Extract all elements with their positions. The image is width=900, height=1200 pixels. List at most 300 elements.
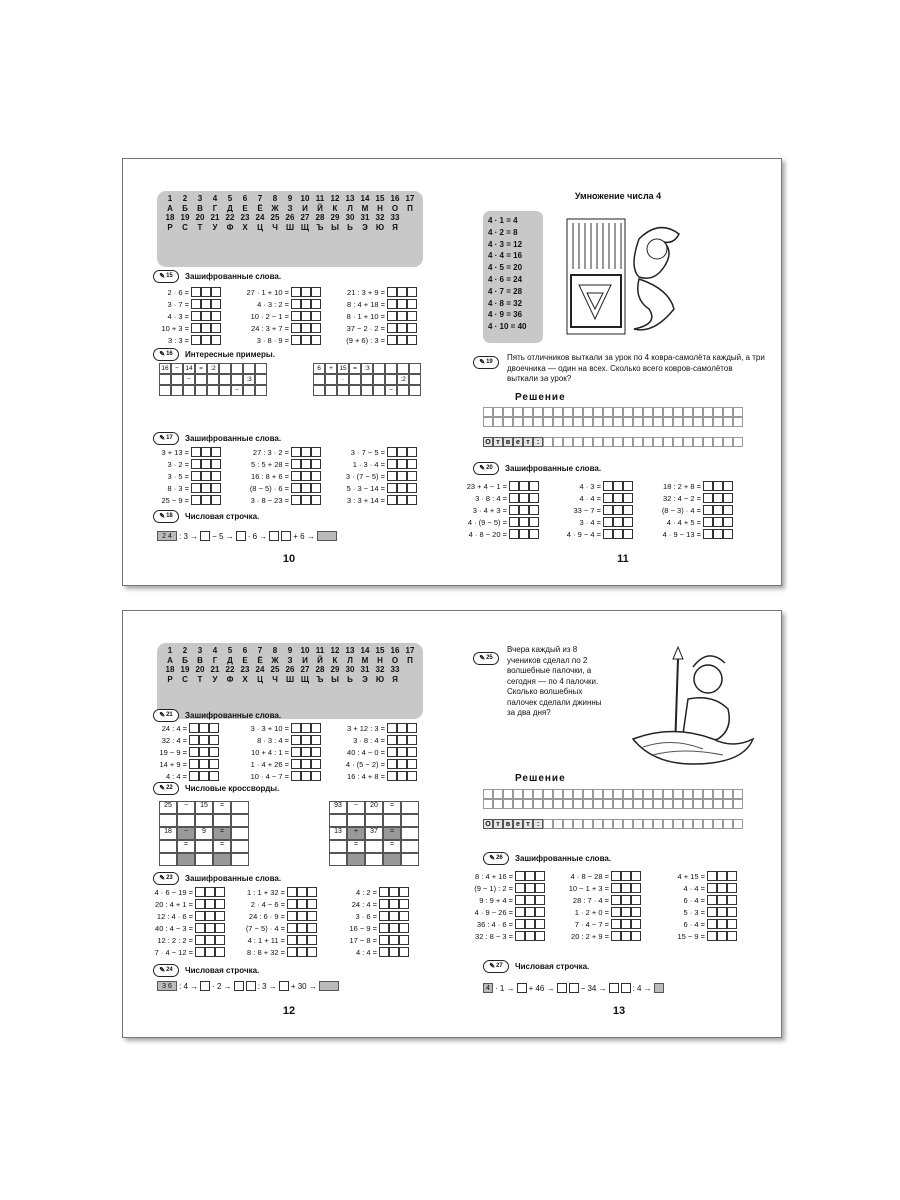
grid-cell[interactable]	[313, 385, 325, 396]
answer-box[interactable]	[311, 759, 321, 769]
grid-cell[interactable]: :3	[361, 363, 373, 374]
grid-square[interactable]	[653, 799, 663, 809]
answer-box[interactable]	[201, 287, 211, 297]
grid-square[interactable]	[723, 789, 733, 799]
answer-box[interactable]	[387, 335, 397, 345]
answer-box[interactable]	[379, 887, 389, 897]
grid-square[interactable]	[683, 407, 693, 417]
answer-box[interactable]	[291, 335, 301, 345]
answer-box[interactable]	[717, 907, 727, 917]
grid-cell[interactable]: +	[325, 363, 337, 374]
answer-box[interactable]	[613, 517, 623, 527]
answer-box[interactable]	[301, 335, 311, 345]
grid-square[interactable]	[613, 799, 623, 809]
grid-square[interactable]	[643, 819, 653, 829]
answer-box[interactable]	[621, 883, 631, 893]
answer-box[interactable]	[603, 505, 613, 515]
grid-cell[interactable]	[337, 385, 349, 396]
answer-box[interactable]	[201, 323, 211, 333]
answer-box[interactable]	[519, 481, 529, 491]
answer-box[interactable]	[195, 947, 205, 957]
answer-box[interactable]	[717, 895, 727, 905]
grid-square[interactable]	[573, 789, 583, 799]
grid-square[interactable]	[683, 789, 693, 799]
grid-square[interactable]	[513, 789, 523, 799]
crossword-cell[interactable]	[365, 840, 383, 853]
answer-box[interactable]	[603, 529, 613, 539]
grid-cell[interactable]: :2	[207, 363, 219, 374]
answer-box[interactable]	[713, 505, 723, 515]
answer-box[interactable]	[717, 883, 727, 893]
answer-box[interactable]	[301, 471, 311, 481]
answer-box[interactable]	[297, 911, 307, 921]
answer-box[interactable]	[703, 529, 713, 539]
answer-box[interactable]	[397, 299, 407, 309]
answer-box[interactable]	[611, 895, 621, 905]
answer-box[interactable]	[291, 447, 301, 457]
answer-box[interactable]	[623, 493, 633, 503]
grid-square[interactable]	[563, 819, 573, 829]
grid-square[interactable]	[653, 437, 663, 447]
grid-square[interactable]	[673, 799, 683, 809]
answer-box[interactable]	[189, 759, 199, 769]
answer-box[interactable]	[613, 481, 623, 491]
answer-box[interactable]	[201, 459, 211, 469]
grid-cell[interactable]	[349, 374, 361, 385]
answer-box[interactable]	[215, 887, 225, 897]
crossword-cell[interactable]	[401, 801, 419, 814]
grid-square[interactable]	[723, 407, 733, 417]
answer-box[interactable]	[287, 899, 297, 909]
grid-square[interactable]	[493, 799, 503, 809]
answer-box[interactable]	[191, 311, 201, 321]
crossword-cell[interactable]	[401, 840, 419, 853]
answer-box[interactable]	[407, 459, 417, 469]
grid-square[interactable]	[733, 417, 743, 427]
answer-box[interactable]	[611, 931, 621, 941]
answer-box[interactable]	[301, 495, 311, 505]
answer-box[interactable]	[525, 931, 535, 941]
answer-box[interactable]	[397, 459, 407, 469]
answer-box[interactable]	[201, 447, 211, 457]
answer-box[interactable]	[191, 471, 201, 481]
answer-box[interactable]	[189, 735, 199, 745]
answer-box[interactable]	[399, 911, 409, 921]
answer-box[interactable]	[297, 899, 307, 909]
crossword-cell[interactable]	[231, 827, 249, 840]
answer-box[interactable]	[291, 735, 301, 745]
answer-box[interactable]	[287, 911, 297, 921]
answer-box[interactable]	[291, 723, 301, 733]
answer-box[interactable]	[387, 759, 397, 769]
grid-cell[interactable]	[313, 374, 325, 385]
answer-box[interactable]	[201, 495, 211, 505]
crossword-cell[interactable]: −	[177, 801, 195, 814]
grid-square[interactable]	[633, 819, 643, 829]
answer-box[interactable]	[211, 447, 221, 457]
answer-box[interactable]	[387, 771, 397, 781]
grid-square[interactable]	[483, 789, 493, 799]
answer-box[interactable]	[407, 723, 417, 733]
grid-cell[interactable]	[385, 363, 397, 374]
answer-box[interactable]	[631, 895, 641, 905]
grid-cell[interactable]	[243, 363, 255, 374]
grid-square[interactable]	[583, 437, 593, 447]
answer-box[interactable]	[199, 747, 209, 757]
grid-cell[interactable]: −	[231, 385, 243, 396]
answer-box[interactable]	[387, 495, 397, 505]
answer-box[interactable]	[723, 517, 733, 527]
grid-square[interactable]	[493, 407, 503, 417]
grid-square[interactable]	[593, 407, 603, 417]
answer-box[interactable]	[211, 471, 221, 481]
answer-grid[interactable]	[543, 437, 743, 447]
crossword-cell[interactable]	[365, 814, 383, 827]
grid-square[interactable]	[503, 799, 513, 809]
answer-box[interactable]	[713, 517, 723, 527]
grid-square[interactable]	[703, 799, 713, 809]
grid-square[interactable]	[563, 407, 573, 417]
answer-box[interactable]	[407, 771, 417, 781]
answer-box[interactable]	[387, 483, 397, 493]
crossword-cell[interactable]: =	[347, 840, 365, 853]
answer-box[interactable]	[311, 323, 321, 333]
answer-box[interactable]	[397, 287, 407, 297]
answer-box[interactable]	[535, 871, 545, 881]
grid-cell[interactable]: 15	[337, 363, 349, 374]
answer-box[interactable]	[707, 907, 717, 917]
answer-box[interactable]	[205, 935, 215, 945]
answer-box[interactable]	[621, 907, 631, 917]
answer-box[interactable]	[189, 747, 199, 757]
answer-box[interactable]	[525, 883, 535, 893]
answer-box[interactable]	[399, 899, 409, 909]
grid-square[interactable]	[673, 407, 683, 417]
answer-box[interactable]	[707, 871, 717, 881]
answer-box[interactable]	[199, 771, 209, 781]
answer-box[interactable]	[387, 459, 397, 469]
grid-square[interactable]	[613, 417, 623, 427]
answer-box[interactable]	[311, 735, 321, 745]
crossword-cell[interactable]: +	[347, 827, 365, 840]
answer-box[interactable]	[311, 311, 321, 321]
grid-square[interactable]	[603, 437, 613, 447]
grid-cell[interactable]	[255, 385, 267, 396]
crossword-cell[interactable]: 93	[329, 801, 347, 814]
answer-box[interactable]	[407, 323, 417, 333]
answer-box[interactable]	[397, 771, 407, 781]
grid-square[interactable]	[543, 417, 553, 427]
crossword-cell[interactable]	[231, 814, 249, 827]
grid-square[interactable]	[563, 437, 573, 447]
answer-box[interactable]	[723, 505, 733, 515]
answer-box[interactable]	[529, 517, 539, 527]
answer-box[interactable]	[707, 883, 717, 893]
grid-square[interactable]	[533, 799, 543, 809]
grid-square[interactable]	[623, 407, 633, 417]
grid-cell[interactable]: :3	[243, 374, 255, 385]
grid-square[interactable]	[563, 799, 573, 809]
answer-box[interactable]	[287, 923, 297, 933]
grid-cell[interactable]	[409, 363, 421, 374]
grid-square[interactable]	[733, 407, 743, 417]
answer-box[interactable]	[727, 883, 737, 893]
answer-box[interactable]	[287, 935, 297, 945]
grid-cell[interactable]	[219, 363, 231, 374]
grid-square[interactable]	[493, 789, 503, 799]
grid-square[interactable]	[733, 799, 743, 809]
grid-square[interactable]	[653, 407, 663, 417]
grid-cell[interactable]	[171, 385, 183, 396]
grid-square[interactable]	[573, 417, 583, 427]
grid-square[interactable]	[483, 407, 493, 417]
answer-box[interactable]	[631, 883, 641, 893]
grid-square[interactable]	[583, 417, 593, 427]
answer-box[interactable]	[291, 771, 301, 781]
answer-box[interactable]	[307, 935, 317, 945]
chain-box[interactable]	[557, 983, 567, 993]
grid-cell[interactable]	[349, 385, 361, 396]
answer-box[interactable]	[529, 505, 539, 515]
answer-box[interactable]	[209, 735, 219, 745]
answer-box[interactable]	[215, 911, 225, 921]
answer-box[interactable]	[621, 931, 631, 941]
grid-square[interactable]	[523, 407, 533, 417]
chain-box[interactable]	[621, 983, 631, 993]
grid-square[interactable]	[713, 407, 723, 417]
crossword-cell[interactable]: 25	[159, 801, 177, 814]
crossword-cell[interactable]	[177, 853, 195, 866]
answer-box[interactable]	[209, 771, 219, 781]
crossword-cell[interactable]	[347, 814, 365, 827]
grid-square[interactable]	[623, 417, 633, 427]
crossword-cell[interactable]	[231, 853, 249, 866]
crossword-cell[interactable]	[231, 801, 249, 814]
answer-box[interactable]	[707, 895, 717, 905]
grid-square[interactable]	[713, 417, 723, 427]
grid-square[interactable]	[673, 437, 683, 447]
answer-box[interactable]	[191, 287, 201, 297]
answer-box[interactable]	[519, 517, 529, 527]
grid-square[interactable]	[623, 789, 633, 799]
answer-box[interactable]	[611, 871, 621, 881]
answer-box[interactable]	[631, 871, 641, 881]
answer-box[interactable]	[301, 483, 311, 493]
crossword-cell[interactable]	[401, 853, 419, 866]
crossword-cell[interactable]	[365, 853, 383, 866]
chain-box[interactable]	[200, 981, 210, 991]
answer-box[interactable]	[389, 911, 399, 921]
grid-cell[interactable]: :2	[397, 374, 409, 385]
answer-box[interactable]	[621, 919, 631, 929]
answer-box[interactable]	[291, 495, 301, 505]
answer-box[interactable]	[387, 471, 397, 481]
answer-box[interactable]	[379, 923, 389, 933]
answer-box[interactable]	[611, 907, 621, 917]
grid-cell[interactable]	[325, 385, 337, 396]
grid-square[interactable]	[703, 789, 713, 799]
grid-square[interactable]	[693, 407, 703, 417]
answer-box[interactable]	[525, 907, 535, 917]
answer-grid[interactable]	[543, 819, 743, 829]
crossword-cell[interactable]	[401, 827, 419, 840]
answer-box[interactable]	[623, 529, 633, 539]
answer-box[interactable]	[611, 919, 621, 929]
answer-box[interactable]	[211, 311, 221, 321]
answer-box[interactable]	[525, 919, 535, 929]
answer-box[interactable]	[535, 907, 545, 917]
grid-cell[interactable]	[207, 374, 219, 385]
chain-end[interactable]	[317, 531, 337, 541]
answer-box[interactable]	[191, 299, 201, 309]
grid-square[interactable]	[623, 819, 633, 829]
answer-box[interactable]	[529, 529, 539, 539]
grid-cell[interactable]	[397, 363, 409, 374]
answer-box[interactable]	[191, 495, 201, 505]
answer-box[interactable]	[509, 517, 519, 527]
grid-square[interactable]	[483, 799, 493, 809]
answer-box[interactable]	[727, 871, 737, 881]
answer-box[interactable]	[379, 899, 389, 909]
grid-square[interactable]	[663, 407, 673, 417]
answer-box[interactable]	[387, 747, 397, 757]
grid-cell[interactable]	[159, 374, 171, 385]
answer-box[interactable]	[307, 899, 317, 909]
answer-box[interactable]	[201, 471, 211, 481]
grid-square[interactable]	[583, 789, 593, 799]
grid-cell[interactable]	[219, 374, 231, 385]
answer-box[interactable]	[205, 887, 215, 897]
answer-box[interactable]	[215, 899, 225, 909]
crossword-cell[interactable]: =	[177, 840, 195, 853]
answer-box[interactable]	[703, 481, 713, 491]
answer-box[interactable]	[297, 935, 307, 945]
answer-box[interactable]	[201, 335, 211, 345]
answer-box[interactable]	[717, 871, 727, 881]
answer-box[interactable]	[311, 771, 321, 781]
answer-box[interactable]	[211, 483, 221, 493]
answer-box[interactable]	[291, 747, 301, 757]
grid-square[interactable]	[713, 799, 723, 809]
crossword-cell[interactable]	[159, 853, 177, 866]
answer-box[interactable]	[397, 323, 407, 333]
grid-square[interactable]	[583, 407, 593, 417]
grid-square[interactable]	[733, 789, 743, 799]
crossword-cell[interactable]: =	[213, 801, 231, 814]
answer-box[interactable]	[301, 447, 311, 457]
grid-square[interactable]	[703, 437, 713, 447]
grid-cell[interactable]	[409, 374, 421, 385]
answer-box[interactable]	[195, 923, 205, 933]
answer-box[interactable]	[195, 899, 205, 909]
answer-box[interactable]	[215, 923, 225, 933]
grid-square[interactable]	[673, 819, 683, 829]
chain-box[interactable]	[281, 531, 291, 541]
grid-square[interactable]	[543, 819, 553, 829]
answer-box[interactable]	[297, 887, 307, 897]
answer-box[interactable]	[389, 935, 399, 945]
answer-box[interactable]	[525, 895, 535, 905]
grid-square[interactable]	[523, 789, 533, 799]
answer-box[interactable]	[623, 505, 633, 515]
grid-square[interactable]	[603, 417, 613, 427]
answer-box[interactable]	[211, 495, 221, 505]
answer-box[interactable]	[509, 481, 519, 491]
crossword-cell[interactable]	[383, 853, 401, 866]
answer-box[interactable]	[631, 907, 641, 917]
grid-cell[interactable]	[183, 385, 195, 396]
grid-square[interactable]	[543, 437, 553, 447]
answer-box[interactable]	[515, 883, 525, 893]
answer-box[interactable]	[201, 483, 211, 493]
answer-box[interactable]	[387, 299, 397, 309]
answer-box[interactable]	[211, 335, 221, 345]
answer-box[interactable]	[713, 493, 723, 503]
answer-box[interactable]	[631, 931, 641, 941]
answer-box[interactable]	[703, 493, 713, 503]
answer-box[interactable]	[209, 723, 219, 733]
answer-box[interactable]	[515, 895, 525, 905]
answer-box[interactable]	[199, 735, 209, 745]
grid-cell[interactable]	[361, 374, 373, 385]
answer-box[interactable]	[519, 529, 529, 539]
answer-box[interactable]	[407, 335, 417, 345]
answer-box[interactable]	[301, 311, 311, 321]
answer-box[interactable]	[387, 735, 397, 745]
answer-box[interactable]	[707, 931, 717, 941]
grid-square[interactable]	[623, 437, 633, 447]
chain-box[interactable]	[246, 981, 256, 991]
chain-box[interactable]	[234, 981, 244, 991]
answer-box[interactable]	[717, 919, 727, 929]
answer-box[interactable]	[519, 505, 529, 515]
answer-box[interactable]	[191, 459, 201, 469]
grid-square[interactable]	[563, 789, 573, 799]
answer-box[interactable]	[311, 471, 321, 481]
grid-cell[interactable]	[207, 385, 219, 396]
answer-box[interactable]	[191, 483, 201, 493]
crossword-cell[interactable]: 37	[365, 827, 383, 840]
grid-square[interactable]	[533, 417, 543, 427]
grid-square[interactable]	[653, 819, 663, 829]
answer-box[interactable]	[407, 495, 417, 505]
grid-square[interactable]	[573, 799, 583, 809]
answer-box[interactable]	[623, 517, 633, 527]
answer-box[interactable]	[191, 447, 201, 457]
answer-box[interactable]	[201, 311, 211, 321]
answer-box[interactable]	[311, 447, 321, 457]
answer-box[interactable]	[399, 923, 409, 933]
crossword-cell[interactable]	[329, 814, 347, 827]
answer-box[interactable]	[191, 323, 201, 333]
grid-square[interactable]	[643, 799, 653, 809]
answer-box[interactable]	[311, 299, 321, 309]
answer-box[interactable]	[301, 287, 311, 297]
crossword-cell[interactable]	[329, 840, 347, 853]
solution-grid[interactable]	[483, 407, 743, 427]
answer-box[interactable]	[397, 483, 407, 493]
grid-square[interactable]	[553, 407, 563, 417]
grid-cell[interactable]	[219, 385, 231, 396]
grid-cell[interactable]	[255, 374, 267, 385]
grid-square[interactable]	[643, 407, 653, 417]
answer-box[interactable]	[389, 923, 399, 933]
grid-square[interactable]	[503, 417, 513, 427]
chain-box[interactable]	[279, 981, 289, 991]
grid-square[interactable]	[613, 437, 623, 447]
answer-box[interactable]	[509, 493, 519, 503]
answer-box[interactable]	[535, 895, 545, 905]
